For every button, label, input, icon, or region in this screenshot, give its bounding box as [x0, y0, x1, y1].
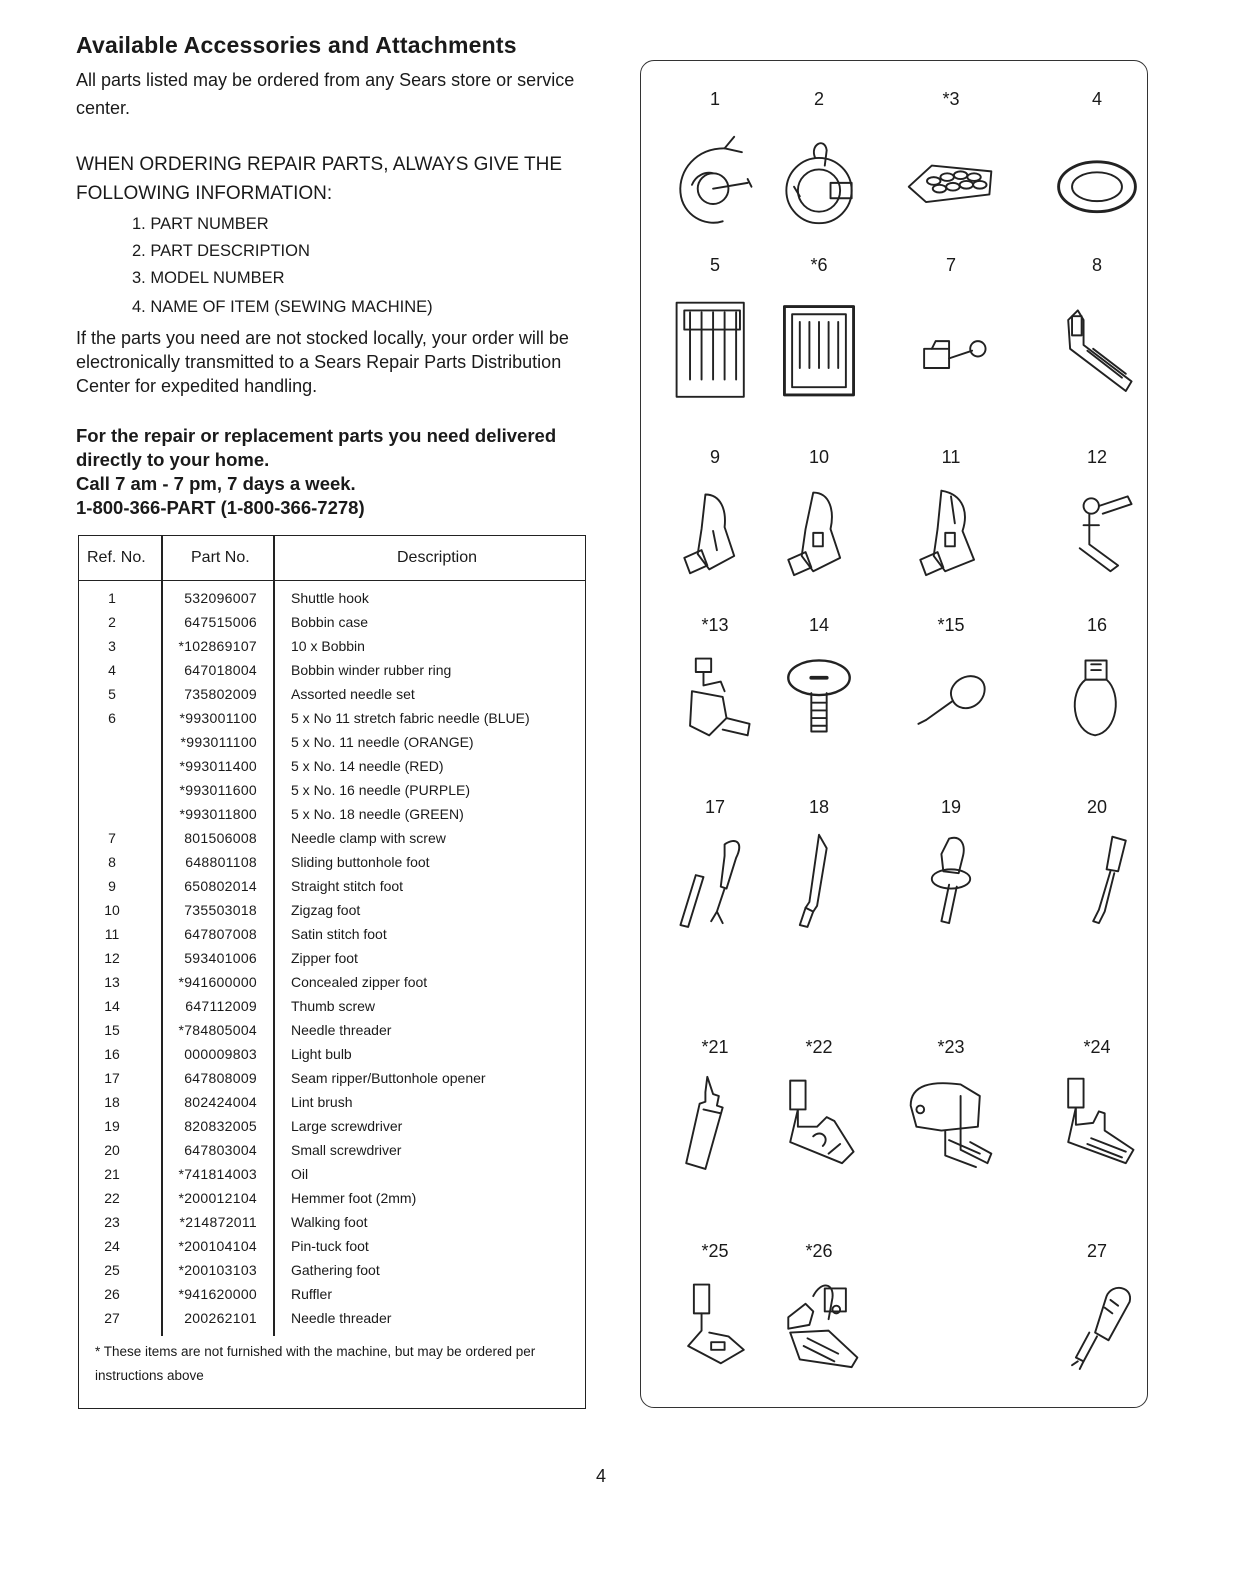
oil-icon: [667, 1065, 763, 1175]
accessory-label: 7: [945, 255, 956, 275]
table-row: [79, 949, 585, 973]
ordering-info-item: 1. PART NUMBER: [132, 215, 269, 233]
description-cell: 5 x No. 11 needle (ORANGE): [291, 734, 474, 750]
ref-no-cell: 24: [104, 1238, 120, 1254]
description-cell: Seam ripper/Buttonhole opener: [291, 1070, 486, 1086]
table-row: [79, 613, 585, 637]
part-no-cell: *214872011: [179, 1214, 257, 1230]
hemmer-foot-icon: [771, 1065, 867, 1175]
walking-foot-icon: [903, 1065, 999, 1175]
description-cell: Needle threader: [291, 1310, 392, 1326]
description-cell: Lint brush: [291, 1094, 353, 1110]
part-no-cell: 647808009: [184, 1070, 257, 1086]
part-no-cell: *993011400: [179, 758, 257, 774]
part-no-cell: 000009803: [184, 1046, 257, 1062]
pin-tuck-foot-icon: [1049, 1065, 1145, 1175]
description-cell: Walking foot: [291, 1214, 368, 1230]
part-no-cell: 801506008: [184, 830, 257, 846]
table-row: [79, 1093, 585, 1117]
accessory-label: *23: [937, 1037, 965, 1057]
table-row: [79, 877, 585, 901]
table-row: [79, 1141, 585, 1165]
page-title: Available Accessories and Attachments: [76, 32, 517, 58]
description-cell: Concealed zipper foot: [291, 974, 428, 990]
part-no-cell: 200262101: [184, 1310, 257, 1326]
description-cell: 5 x No 11 stretch fabric needle (BLUE): [291, 710, 530, 726]
parts-table-body: [79, 589, 585, 1333]
table-row: [79, 853, 585, 877]
accessory-label: 16: [1086, 615, 1108, 635]
delivery-phone: 1-800-366-PART (1-800-366-7278): [76, 497, 365, 518]
accessory-label: 11: [941, 447, 961, 467]
concealed-zipper-foot-icon: [667, 641, 763, 751]
part-no-cell: 593401006: [184, 950, 257, 966]
accessory-label: 19: [940, 797, 962, 817]
accessory-label: 17: [704, 797, 726, 817]
table-row: [79, 661, 585, 685]
accessory-label: *25: [701, 1241, 729, 1261]
accessory-label: *3: [942, 89, 960, 109]
part-no-cell: *102869107: [178, 638, 257, 654]
accessory-label: 1: [709, 89, 720, 109]
description-cell: Satin stitch foot: [291, 926, 387, 942]
accessory-label: *22: [805, 1037, 833, 1057]
description-header: Description: [397, 549, 478, 566]
thumb-screw-icon: [771, 641, 867, 751]
table-row: [79, 709, 585, 733]
part-no-cell: 647515006: [184, 614, 257, 630]
part-no-cell: *200103103: [178, 1262, 257, 1278]
accessory-label: *21: [701, 1037, 729, 1057]
ref-no-cell: 16: [104, 1046, 120, 1062]
part-no-cell: *993011100: [180, 734, 257, 750]
description-cell: Pin-tuck foot: [291, 1238, 369, 1254]
accessory-label: 10: [808, 447, 830, 467]
part-no-cell: 647112009: [185, 998, 257, 1014]
table-row: [79, 1285, 585, 1309]
accessory-label: *24: [1083, 1037, 1111, 1057]
needle-clamp-icon: [903, 289, 999, 399]
ref-no-cell: 8: [108, 854, 116, 870]
table-row: [79, 829, 585, 853]
ref-no-cell: 3: [108, 638, 116, 654]
accessory-label: *26: [805, 1241, 833, 1261]
accessory-label: 18: [808, 797, 830, 817]
needle-threader-tool-icon: [1049, 1267, 1145, 1377]
description-cell: Light bulb: [291, 1046, 352, 1062]
description-cell: Assorted needle set: [291, 686, 415, 702]
ref-no-cell: 4: [108, 662, 116, 678]
ref-no-cell: 7: [108, 830, 116, 846]
table-row: [79, 1237, 585, 1261]
description-cell: Hemmer foot (2mm): [291, 1190, 417, 1206]
description-cell: 5 x No. 18 needle (GREEN): [291, 806, 464, 822]
description-cell: Gathering foot: [291, 1262, 380, 1278]
part-no-cell: *200012104: [178, 1190, 257, 1206]
ref-no-cell: 26: [104, 1286, 120, 1302]
accessory-label: 8: [1091, 255, 1102, 275]
table-row: [79, 1117, 585, 1141]
needle-threader-icon: [903, 641, 999, 751]
ref-no-cell: 20: [104, 1142, 120, 1158]
table-row: [79, 1189, 585, 1213]
accessory-label: *6: [810, 255, 828, 275]
part-no-cell: 650802014: [184, 878, 257, 894]
ref-no-cell: 17: [104, 1070, 120, 1086]
part-no-header: Part No.: [191, 549, 250, 566]
accessory-illustrations-panel: [640, 60, 1148, 1408]
description-cell: Shuttle hook: [291, 590, 369, 606]
accessory-label: 20: [1086, 797, 1108, 817]
ordering-heading: WHEN ORDERING REPAIR PARTS, ALWAYS GIVE THE FOLLOWING INFORMATION:: [76, 154, 562, 204]
description-cell: Oil: [291, 1166, 309, 1182]
table-row: [79, 997, 585, 1021]
needle-pack-icon: [771, 289, 867, 399]
parts-table: [78, 535, 586, 1409]
intro-text: All parts listed may be ordered from any Sears store or service center.: [76, 70, 575, 118]
delivery-line: For the repair or replacement parts you need delivered directly to your home.: [76, 425, 557, 470]
table-row: [79, 1021, 585, 1045]
table-row: [79, 901, 585, 925]
part-no-cell: 735503018: [184, 902, 257, 918]
ref-no-cell: 9: [108, 878, 116, 894]
table-row: [79, 733, 585, 757]
description-cell: Zigzag foot: [291, 902, 361, 918]
ref-no-cell: 15: [104, 1022, 120, 1038]
ref-no-cell: 23: [104, 1214, 120, 1230]
accessory-label: 2: [813, 89, 824, 109]
straight-stitch-foot-icon: [667, 475, 763, 585]
table-row: [79, 781, 585, 805]
part-no-cell: *993011600: [179, 782, 257, 798]
description-cell: Needle threader: [291, 1022, 392, 1038]
delivery-hours: Call 7 am - 7 pm, 7 days a week.: [76, 473, 356, 494]
ref-no-cell: 25: [104, 1262, 120, 1278]
description-cell: 5 x No. 16 needle (PURPLE): [291, 782, 470, 798]
part-no-cell: 820832005: [184, 1118, 257, 1134]
description-cell: Zipper foot: [291, 950, 358, 966]
ref-no-cell: 11: [104, 926, 120, 942]
part-no-cell: *941620000: [178, 1286, 257, 1302]
accessory-label: 27: [1086, 1241, 1108, 1261]
table-row: [79, 925, 585, 949]
rubber-ring-icon: [1049, 125, 1145, 235]
part-no-cell: *941600000: [178, 974, 257, 990]
part-no-cell: *993011800: [179, 806, 257, 822]
table-row: [79, 1309, 585, 1333]
small-screwdriver-icon: [1049, 823, 1145, 933]
description-cell: 10 x Bobbin: [291, 638, 365, 654]
accessory-label: *15: [937, 615, 965, 635]
ref-no-cell: 18: [104, 1094, 120, 1110]
part-no-cell: *741814003: [178, 1166, 257, 1182]
part-no-cell: 648801108: [185, 854, 257, 870]
description-cell: Sliding buttonhole foot: [291, 854, 430, 870]
table-row: [79, 1045, 585, 1069]
ordering-info-list: [132, 211, 433, 321]
table-row: [79, 685, 585, 709]
part-no-cell: *993001100: [179, 710, 257, 726]
description-cell: 5 x No. 14 needle (RED): [291, 758, 444, 774]
part-no-cell: *200104104: [178, 1238, 257, 1254]
shuttle-hook-icon: [667, 125, 763, 235]
needle-set-icon: [667, 289, 763, 399]
part-no-cell: 532096007: [184, 590, 257, 606]
accessory-label: 5: [709, 255, 720, 275]
buttonhole-foot-icon: [1049, 289, 1145, 399]
zipper-foot-icon: [1049, 475, 1145, 585]
description-cell: Straight stitch foot: [291, 878, 404, 894]
part-no-cell: *784805004: [178, 1022, 257, 1038]
description-cell: Small screwdriver: [291, 1142, 402, 1158]
satin-stitch-foot-icon: [903, 475, 999, 585]
accessory-label: 4: [1091, 89, 1102, 109]
ref-no-cell: 6: [108, 710, 116, 726]
part-no-cell: 647803004: [184, 1142, 257, 1158]
accessory-label: 14: [808, 615, 830, 635]
table-row: [79, 1213, 585, 1237]
home-delivery-block: [76, 424, 616, 520]
ref-no-cell: 21: [104, 1166, 120, 1182]
description-cell: Bobbin case: [291, 614, 369, 630]
ref-no-cell: 22: [104, 1190, 120, 1206]
part-no-cell: 735802009: [184, 686, 257, 702]
ordering-info-item: 2. PART DESCRIPTION: [132, 242, 310, 260]
seam-ripper-icon: [667, 823, 763, 933]
zigzag-foot-icon: [771, 475, 867, 585]
ref-no-cell: 2: [108, 614, 116, 630]
ordering-info-item: 4. NAME OF ITEM (SEWING MACHINE): [132, 298, 433, 316]
large-screwdriver-icon: [903, 823, 999, 933]
description-cell: Needle clamp with screw: [291, 830, 446, 846]
bobbin-case-icon: [771, 125, 867, 235]
local-stock-note: If the parts you need are not stocked locally, your order will be electronically transmitted to a Sears Repair Parts Distribution Center for expedited handling.: [76, 328, 569, 396]
description-cell: Thumb screw: [291, 998, 376, 1014]
ordering-info-item: 3. MODEL NUMBER: [132, 269, 285, 287]
ref-no-cell: 5: [108, 686, 116, 702]
bobbins-icon: [903, 125, 999, 235]
ref-no-cell: 14: [104, 998, 120, 1014]
part-no-cell: 802424004: [184, 1094, 257, 1110]
part-no-cell: 647807008: [184, 926, 257, 942]
part-no-cell: 647018004: [184, 662, 257, 678]
table-row: [79, 805, 585, 829]
description-cell: Bobbin winder rubber ring: [291, 662, 452, 678]
ref-no-header: Ref. No.: [87, 549, 146, 566]
gathering-foot-icon: [667, 1267, 763, 1377]
parts-table-header: [79, 536, 585, 581]
table-row: [79, 1069, 585, 1093]
page-number: 4: [596, 1466, 607, 1486]
ref-no-cell: 27: [104, 1310, 120, 1326]
ref-no-cell: 13: [104, 974, 120, 990]
table-row: [79, 589, 585, 613]
description-cell: Large screwdriver: [291, 1118, 403, 1134]
description-cell: Ruffler: [291, 1286, 332, 1302]
table-row: [79, 1165, 585, 1189]
accessory-label: *13: [701, 615, 729, 635]
table-row: [79, 637, 585, 661]
table-row: [79, 973, 585, 997]
accessory-label: 9: [709, 447, 720, 467]
ref-no-cell: 10: [104, 902, 120, 918]
light-bulb-icon: [1049, 641, 1145, 751]
accessory-label: 12: [1086, 447, 1108, 467]
ref-no-cell: 1: [108, 590, 116, 606]
ref-no-cell: 19: [104, 1118, 120, 1134]
table-row: [79, 757, 585, 781]
ruffler-icon: [771, 1267, 867, 1377]
ref-no-cell: 12: [104, 950, 120, 966]
table-row: [79, 1261, 585, 1285]
footnote: * These items are not furnished with the machine, but may be ordered per instructions above: [95, 1344, 536, 1383]
lint-brush-icon: [771, 823, 867, 933]
